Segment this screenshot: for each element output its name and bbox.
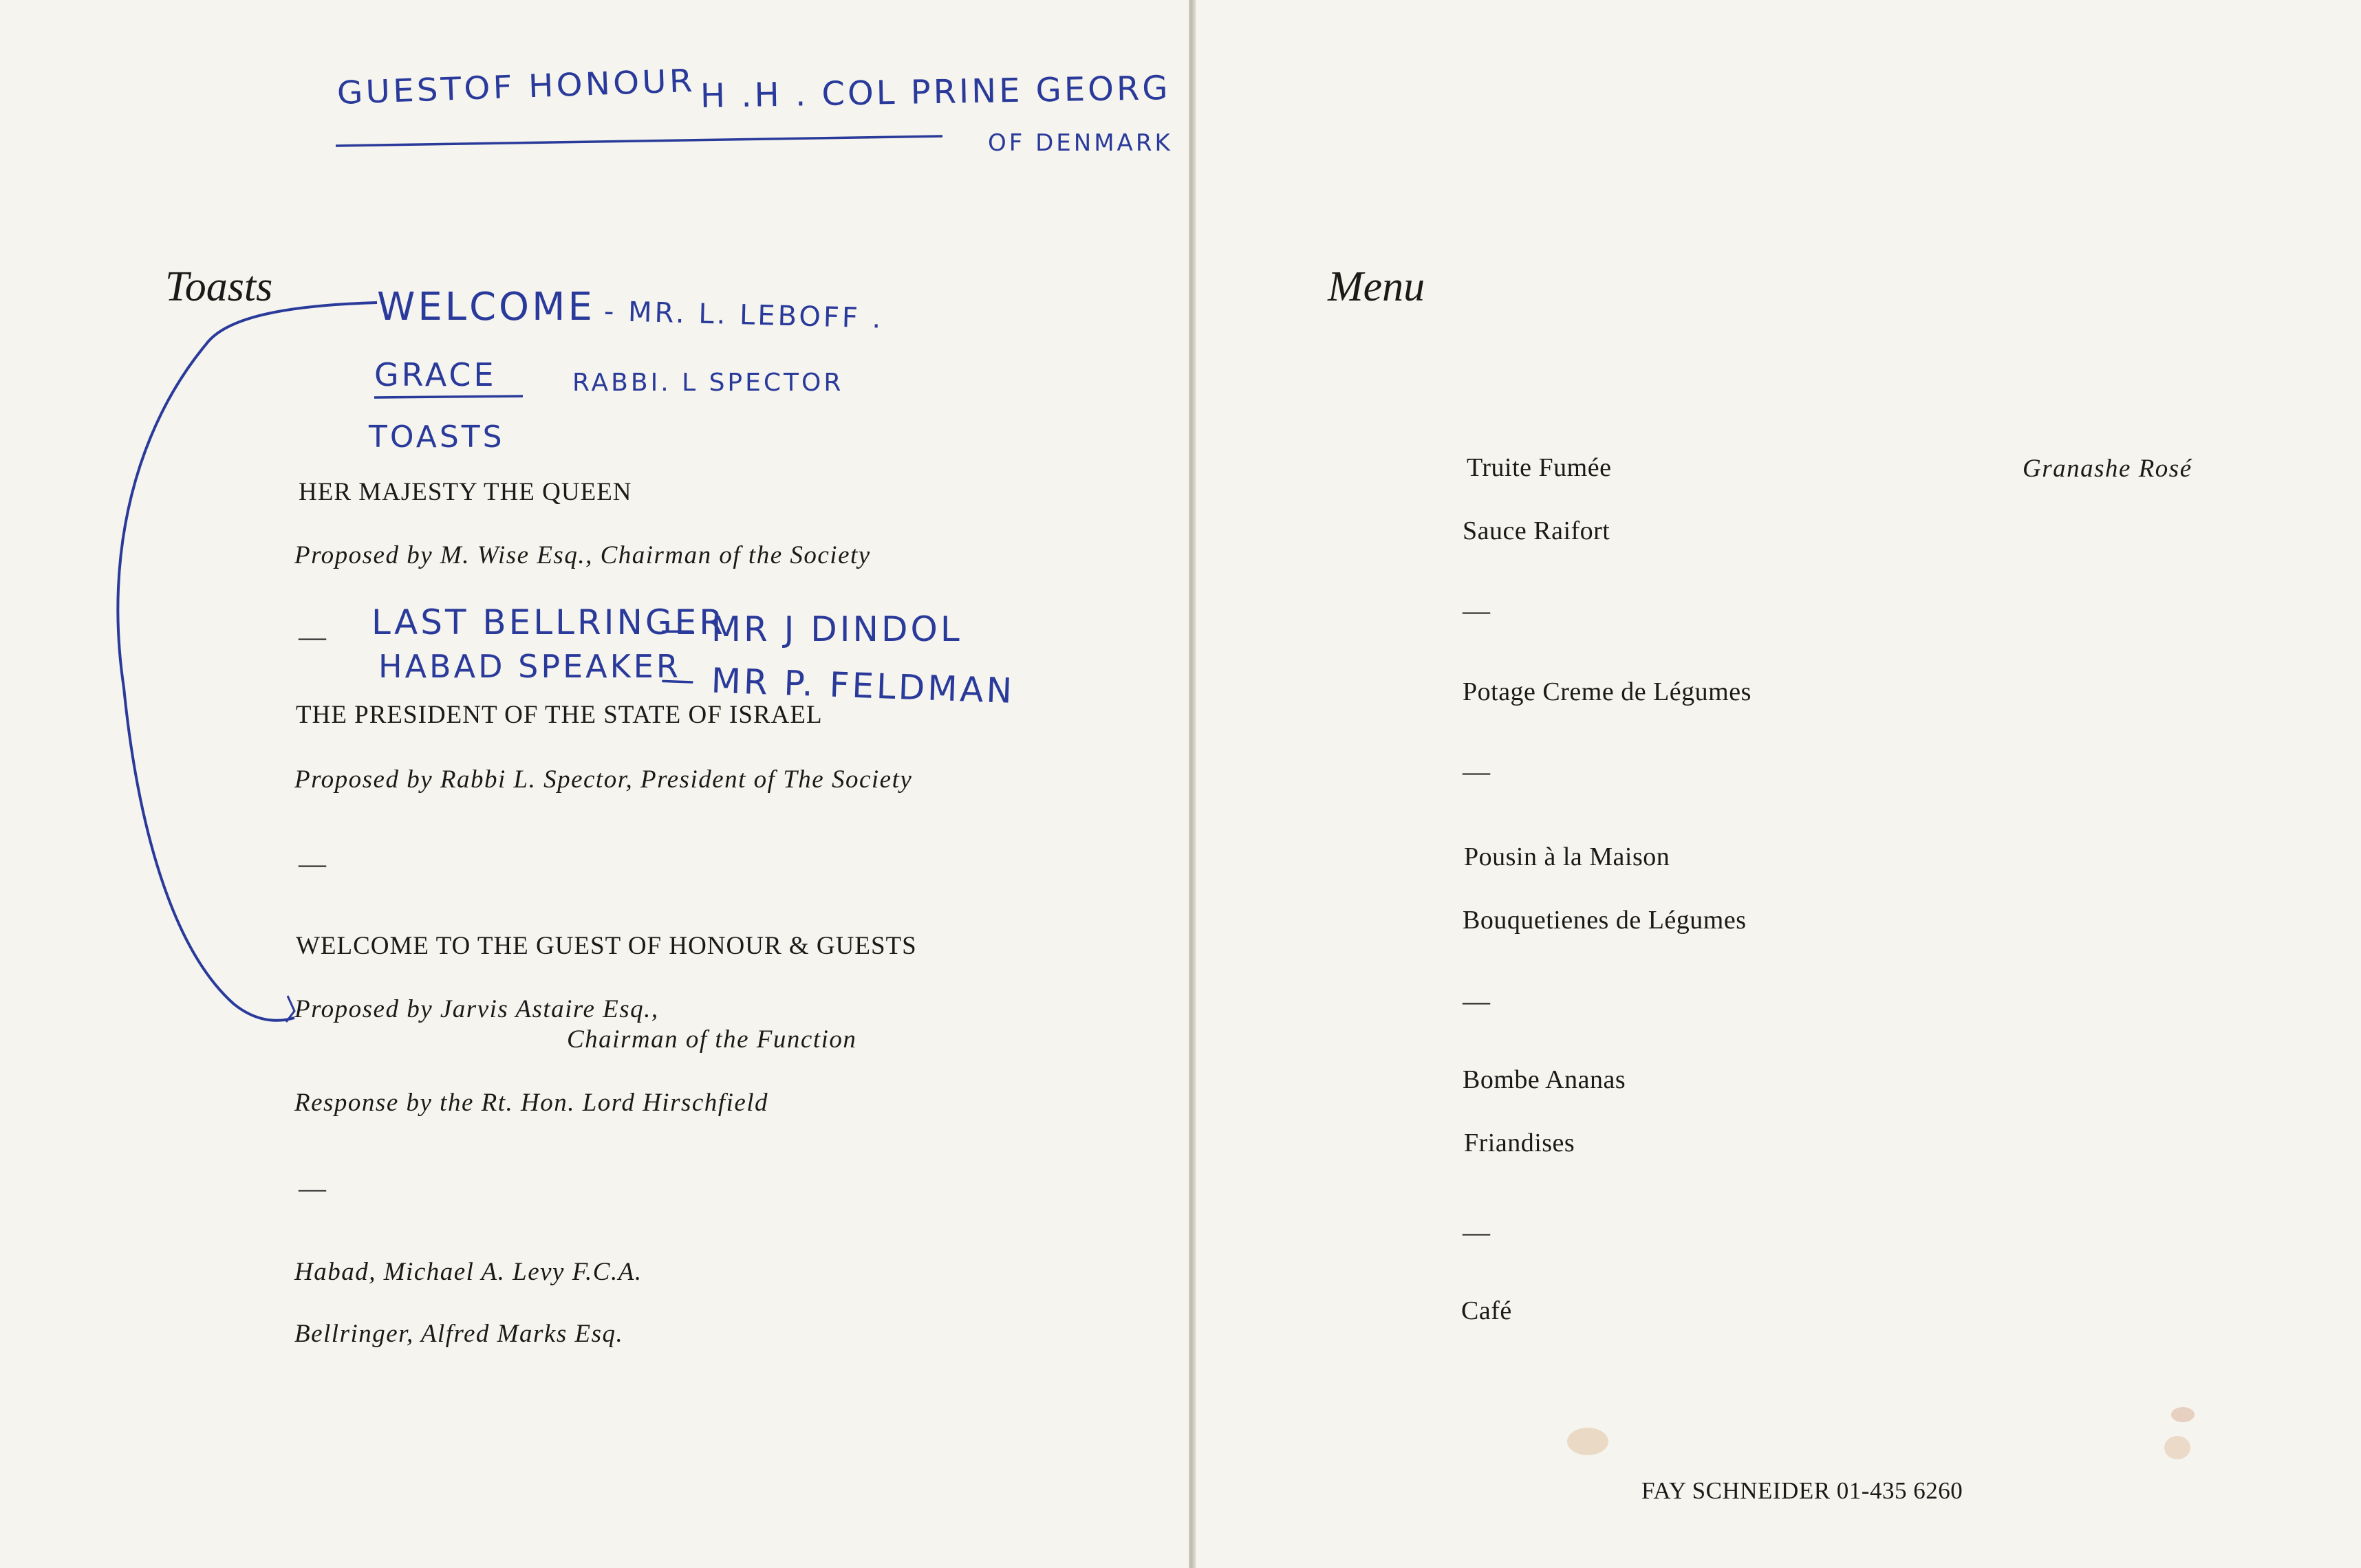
separator-dash: — — [299, 621, 326, 652]
handwritten-grace-by: RABBI. L SPECTOR — [572, 369, 844, 397]
menu-heading: Menu — [1328, 263, 1425, 310]
stain-mark — [2171, 1407, 2195, 1422]
menu-item: Truite Fumée — [1467, 453, 1612, 482]
toast-response: Response by the Rt. Hon. Lord Hirschfield — [294, 1089, 769, 1117]
menu-item: Bouquetienes de Légumes — [1463, 906, 1747, 935]
toast-title-welcome: WELCOME TO THE GUEST OF HONOUR & GUESTS — [296, 932, 917, 960]
menu-separator: — — [1463, 595, 1490, 626]
stain-mark — [1567, 1428, 1608, 1455]
menu-separator: — — [1463, 756, 1490, 787]
menu-item: Sauce Raifort — [1463, 516, 1610, 545]
menu-item: Café — [1461, 1296, 1512, 1325]
handwritten-welcome: WELCOME — [377, 285, 595, 329]
menu-separator: — — [1463, 1217, 1490, 1248]
footer-credit: FAY SCHNEIDER 01-435 6260 — [1641, 1477, 1963, 1504]
toast-proposer-welcome: Proposed by Jarvis Astaire Esq., — [294, 995, 659, 1023]
stain-mark — [2164, 1436, 2190, 1459]
separator-dash: — — [299, 848, 326, 879]
toast-proposer-welcome-role: Chairman of the Function — [567, 1025, 857, 1054]
toast-proposer-queen: Proposed by M. Wise Esq., Chairman of the Society — [294, 541, 871, 569]
handwritten-welcome-by: - MR. L. LEBOFF . — [603, 296, 884, 335]
grace-underline — [374, 396, 523, 398]
menu-separator: — — [1463, 986, 1490, 1016]
handwritten-habad-speaker: HABAD SPEAKER — [378, 648, 681, 685]
toasts-heading: Toasts — [165, 263, 273, 310]
guest-of-honour-underline — [336, 136, 942, 146]
toast-proposer-israel: Proposed by Rabbi L. Spector, President of The Society — [294, 765, 913, 794]
handwritten-of-denmark: OF DENMARK — [988, 129, 1173, 157]
menu-item: Friandises — [1464, 1129, 1575, 1157]
menu-item: Potage Creme de Légumes — [1463, 677, 1751, 706]
welcome-bracket-curve — [118, 303, 377, 1021]
toast-title-queen: HER MAJESTY THE QUEEN — [299, 478, 632, 506]
page-fold — [1189, 0, 1194, 1568]
handwritten-guest-of-honour: GUESTOF HONOUR — [336, 61, 696, 111]
separator-dash: — — [299, 1173, 326, 1204]
handwritten-guest-name: H .H . COL PRINE GEORG — [700, 69, 1171, 116]
bellringer-credit: Bellringer, Alfred Marks Esq. — [294, 1320, 624, 1348]
right-page — [1194, 0, 2361, 1568]
handwritten-toasts: TOASTS — [369, 420, 505, 455]
handwritten-habad-speaker-by: — MR P. FELDMAN — [659, 659, 1015, 711]
menu-item: Bombe Ananas — [1463, 1065, 1626, 1094]
menu-item: Pousin à la Maison — [1464, 842, 1670, 871]
habad-credit: Habad, Michael A. Levy F.C.A. — [294, 1258, 643, 1286]
handwritten-last-bellringer: LAST BELLRINGER — [371, 602, 726, 642]
handwritten-grace: GRACE — [374, 356, 497, 393]
handwritten-last-bellringer-by: — MR J DINDOL — [660, 609, 962, 649]
wine-label: Granashe Rosé — [2023, 455, 2192, 483]
toast-title-israel: THE PRESIDENT OF THE STATE OF ISRAEL — [296, 701, 823, 729]
